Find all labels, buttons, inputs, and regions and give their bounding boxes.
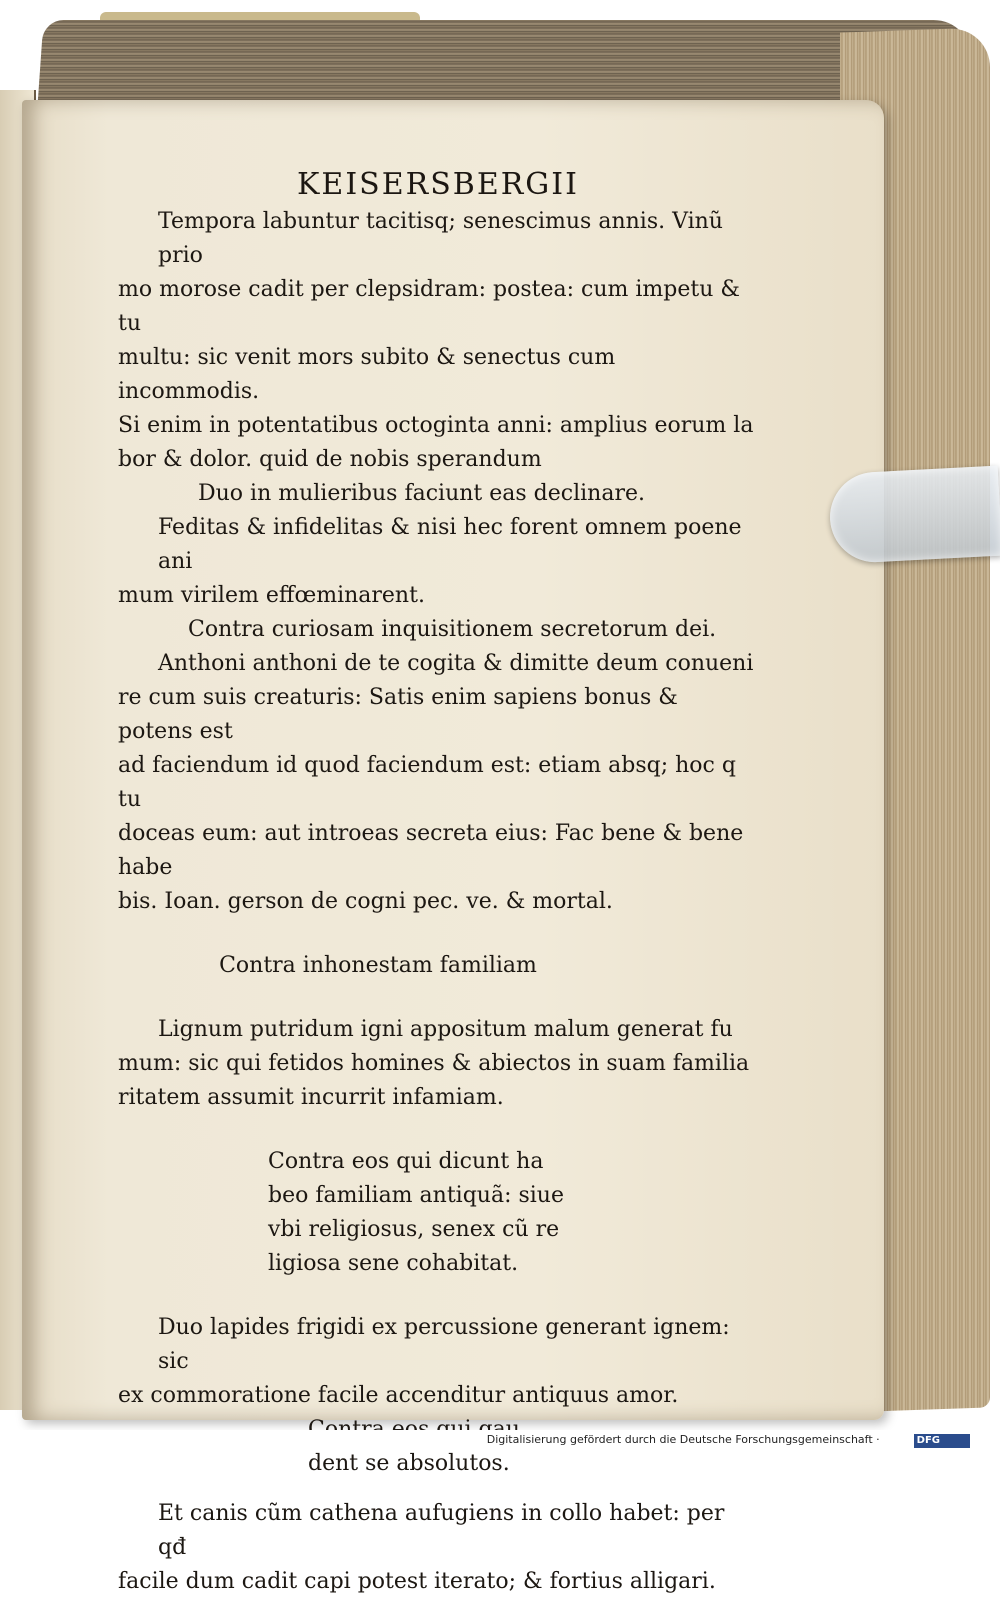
text-line: doceas eum: aut introeas secreta eius: Fac bene & bene habe: [118, 821, 744, 880]
running-header: KEISERSBERGII: [297, 167, 579, 202]
text-line: Anthoni anthoni de te cogita & dimitte deum conueni: [158, 651, 754, 676]
digitization-footer: [0, 1430, 1000, 1450]
paragraph-block-4: [118, 1311, 758, 1413]
text-line: mum: sic qui fetidos homines & abiectos in suam familia: [118, 1051, 750, 1076]
heading-block-3: [268, 1145, 568, 1281]
paragraph-block-1: [118, 205, 758, 919]
text-line: bor & dolor. quid de nobis sperandum: [118, 447, 542, 472]
text-line: vbi religiosus, senex cũ re: [268, 1217, 560, 1242]
page-clip: [828, 466, 1000, 565]
text-line: Et canis cũm cathena aufugiens in collo habet: per qđ: [158, 1501, 725, 1560]
text-line: mum virilem effœminarent.: [118, 583, 425, 608]
text-line: dent se absolutos.: [308, 1451, 510, 1476]
page-text: [118, 165, 758, 1599]
text-line: Si enim in potentatibus octoginta anni: amplius eorum la: [118, 413, 754, 438]
text-line: Contra eos qui dicunt ha: [268, 1149, 544, 1174]
text-line: ritatem assumit incurrit infamiam.: [118, 1085, 504, 1110]
text-line: Duo in mulieribus faciunt eas declinare.: [198, 481, 645, 506]
text-line: beo familiam antiquã: siue: [268, 1183, 564, 1208]
footer-text: Digitalisierung gefördert durch die Deutsche Forschungsgemeinschaft ·: [486, 1433, 880, 1446]
text-line: ligiosa sene cohabitat.: [268, 1251, 519, 1276]
section-heading: Contra inhonestam familiam: [219, 953, 537, 978]
text-line: Contra curiosam inquisitionem secretorum dei.: [188, 617, 717, 642]
text-line: multu: sic venit mors subito & senectus cum incommodis.: [118, 345, 616, 404]
paragraph-block-2: [118, 1013, 758, 1115]
text-line: re cum suis creaturis: Satis enim sapiens bonus & potens est: [118, 685, 678, 744]
text-line: ad faciendum id quod faciendum est: etiam absq; hoc q tu: [118, 753, 736, 812]
text-line: ex commoratione facile accenditur antiquus amor.: [118, 1383, 679, 1408]
text-line: bis. Ioan. gerson de cogni pec. ve. & mortal.: [118, 889, 613, 914]
text-line: Duo lapides frigidi ex percussione generant ignem: sic: [158, 1315, 730, 1374]
text-line: Tempora labuntur tacitisq; senescimus annis. Vinũ prio: [158, 209, 723, 268]
text-line: Lignum putridum igni appositum malum generat fu: [158, 1017, 733, 1042]
text-line: Feditas & infidelitas & nisi hec forent omnem poene ani: [158, 515, 742, 574]
text-line: facile dum cadit capi potest iterato; & fortius alligari.: [118, 1569, 716, 1594]
dfg-logo: DFG: [914, 1434, 970, 1448]
text-line: mo morose cadit per clepsidram: postea: cum impetu & tu: [118, 277, 740, 336]
paragraph-block-6: [118, 1497, 758, 1599]
